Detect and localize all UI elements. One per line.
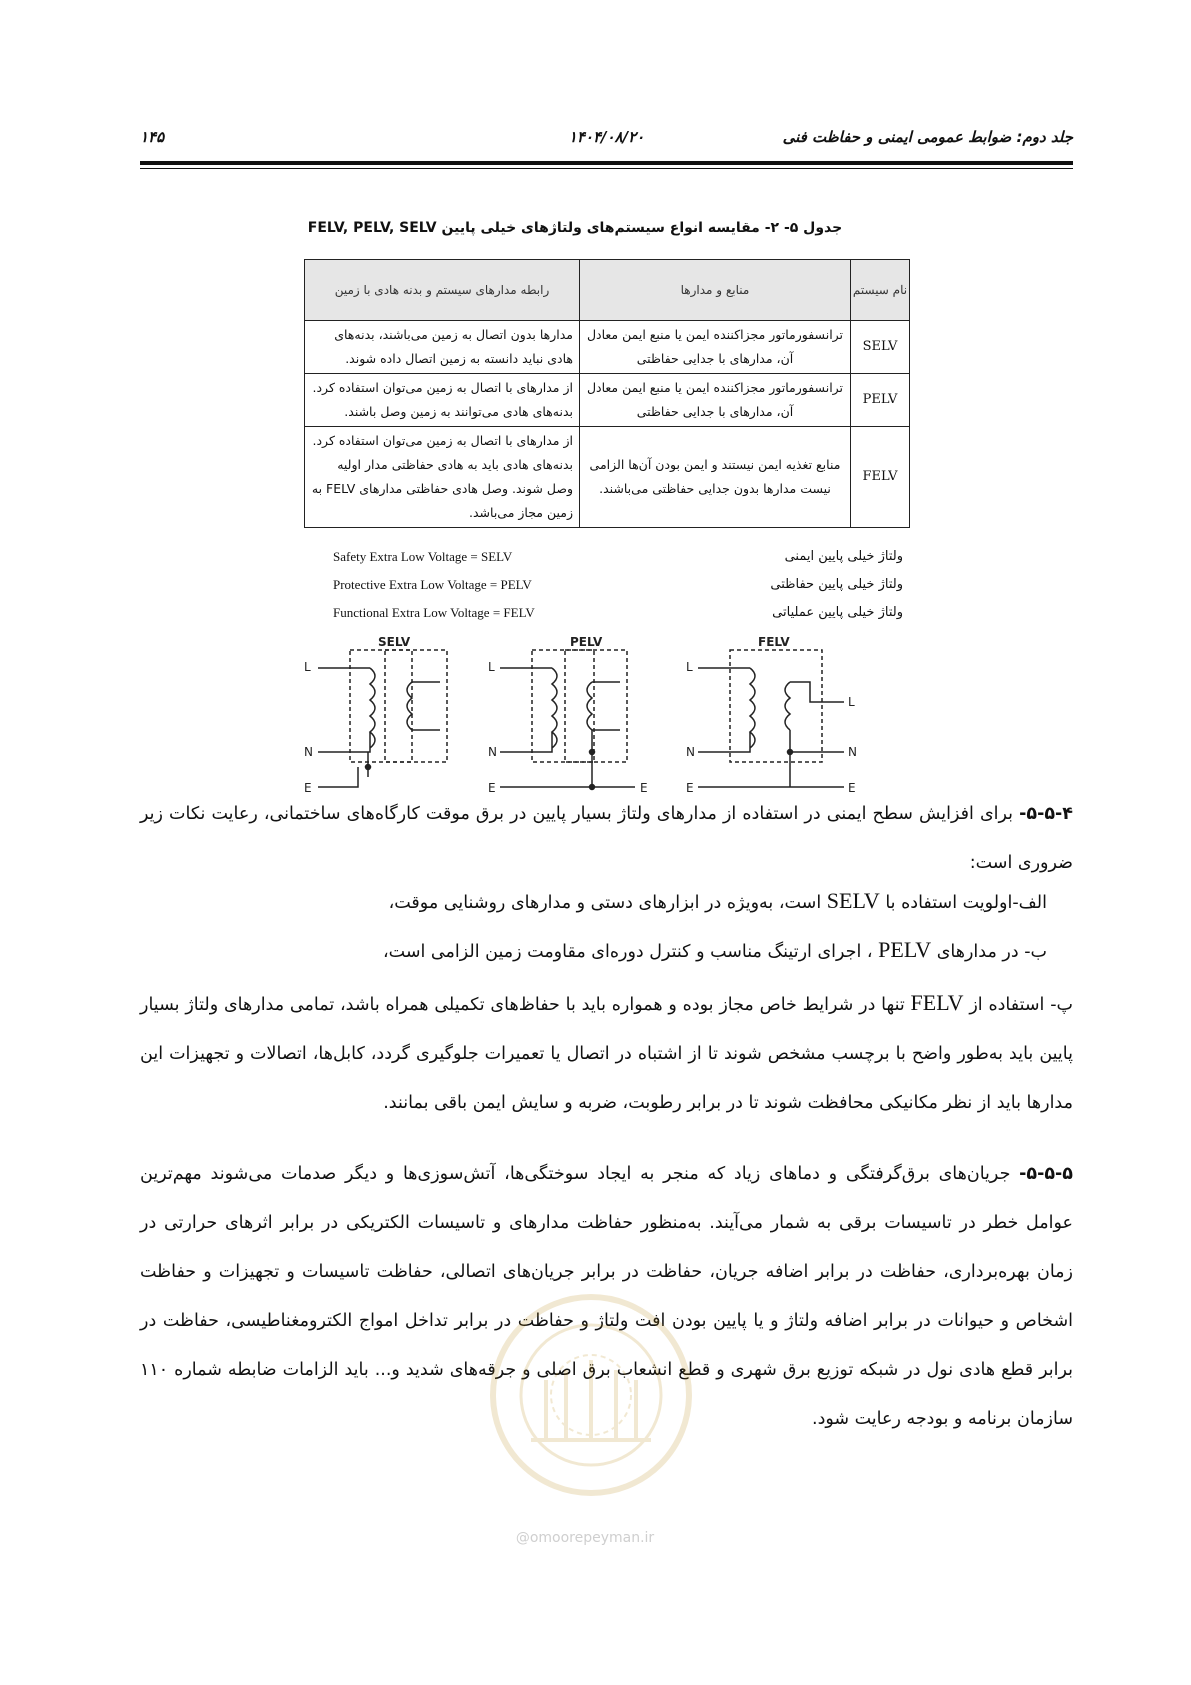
legend-fa-item: ولتاژ خیلی پایین عملیاتی — [772, 605, 903, 620]
table-caption: جدول ۵- ۲- مقایسه انواع سیستم‌های ولتاژهای خیلی پایین FELV, PELV, SELV — [307, 220, 843, 236]
row-relation: از مدارهای با اتصال به زمین می‌توان استفاده کرد. بدنه‌های هادی می‌توانند به زمین وصل باشند. — [305, 374, 580, 427]
header-relation: رابطه مدارهای سیستم و بدنه هادی با زمین — [305, 260, 580, 321]
table-header-row — [305, 260, 910, 321]
row-name: PELV — [851, 374, 910, 427]
header-rule-thick — [140, 161, 1073, 165]
item-a-text-post: است، به‌ویژه در ابزارهای دستی و مدارهای روشنایی موقت، — [388, 893, 822, 913]
label-l: L — [686, 660, 693, 674]
item-b-text-post: ، اجرای ارتینگ مناسب و کنترل دوره‌ای مقاومت زمین الزامی است، — [382, 942, 873, 962]
header-date: ۱۴۰۴/۰۸/۲۰ — [568, 128, 645, 146]
legend-persian — [770, 543, 903, 627]
item-c-term: FELV — [910, 990, 964, 1015]
section-number: ۵-۵-۴- — [1019, 804, 1073, 824]
list-item — [140, 978, 1073, 1128]
header-sources: منابع و مدارها — [580, 260, 851, 321]
label-n-right: N — [848, 745, 857, 759]
label-n: N — [304, 745, 313, 759]
row-sources: ترانسفورماتور مجزاکننده ایمن یا منبع ایمن معادل آن، مدارهای با جدایی حفاظتی — [580, 321, 851, 374]
section-5-5-4 — [140, 790, 1073, 888]
section-intro: برای افزایش سطح ایمنی در استفاده از مدارهای ولتاژ بسیار پایین در برق موقت کارگاه‌های ساختمانی، رعایت نکات زیر ضروری است: — [140, 804, 1073, 873]
row-name: SELV — [851, 321, 910, 374]
page-header — [140, 128, 1073, 160]
row-sources: منابع تغذیه ایمن نیستند و ایمن بودن آن‌ها الزامی نیست مدارها بدون جدایی حفاظتی می‌باشند. — [580, 427, 851, 528]
label-n: N — [488, 745, 497, 759]
label-e-right: E — [640, 781, 648, 795]
label-l: L — [488, 660, 495, 674]
row-relation: مدارها بدون اتصال به زمین می‌باشند، بدنه‌های هادی نباید دانسته به زمین اتصال داده شوند. — [305, 321, 580, 374]
list-item — [140, 925, 1073, 977]
felv-diagram — [686, 635, 857, 795]
diagram-title: FELV — [758, 635, 790, 649]
table-row — [305, 427, 910, 528]
item-b-term: PELV — [878, 937, 932, 962]
label-e: E — [488, 781, 496, 795]
item-b-text: ب- در مدارهای — [936, 942, 1047, 962]
label-n: N — [686, 745, 695, 759]
diagram-title: SELV — [378, 635, 411, 649]
row-sources: ترانسفورماتور مجزاکننده ایمن یا منبع ایمن معادل آن، مدارهای با جدایی حفاظتی — [580, 374, 851, 427]
header-rule-thin — [140, 168, 1073, 169]
item-c-text-post: تنها در شرایط خاص مجاز بوده و همواره باید با حفاظ‌های تکمیلی همراه باشد، تمامی مدارهای ولتاژ بسیار پایین باید به‌طور واضح با برچسب مشخص شوند تا از اشتباه در اتصال یا تعمیرات جلوگیری گردد، کابل‌ها، اتصالات و تجهیزات این مدارها باید از نظر مکانیکی محافظت شوند تا در برابر رطوبت، ضربه و سایش ایمن باقی بمانند. — [140, 995, 1073, 1113]
section-text: جریان‌های برق‌گرفتگی و دماهای زیاد که منجر به ایجاد سوختگی‌ها، آتش‌سوزی‌ها و دیگر صدمات می‌شوند مهم‌ترین عوامل خطر در تاسیسات برقی به شمار می‌آیند. به‌منظور حفاظت مدارهای و تاسیسات الکتریکی در برابر اثرهای حرارتی در زمان بهره‌برداری، حفاظت در برابر اضافه جریان، حفاظت در برابر جریان‌های اتصالی، حفاظت تاسیسات و تجهیزات و حفاظت اشخاص و حیوانات در برابر اضافه ولتاژ و یا پایین بودن افت ولتاژ و حفاظت در برابر تداخل امواج الکترومغناطیسی، حفاظت در برابر قطع هادی نول در شبکه توزیع برق شهری و قطع انشعاب برق اصلی و جرقه‌های شدید و... باید الزامات ضابطه شماره ۱۱۰ سازمان برنامه و بودجه رعایت شود. — [140, 1164, 1073, 1429]
header-title: جلد دوم: ضوابط عمومی ایمنی و حفاظت فنی — [782, 128, 1073, 146]
watermark-text: @omoorepeyman.ir — [515, 1530, 655, 1546]
legend-en-item: Functional Extra Low Voltage = FELV — [333, 605, 535, 620]
item-a-text: الف-اولویت استفاده با — [885, 893, 1047, 913]
label-e-right: E — [848, 781, 856, 795]
table-row — [305, 321, 910, 374]
low-voltage-diagrams — [300, 630, 920, 805]
legend-en-item: Protective Extra Low Voltage = PELV — [333, 577, 532, 592]
legend-en-item: Safety Extra Low Voltage = SELV — [333, 549, 513, 564]
item-c-text: پ- استفاده از — [969, 995, 1073, 1015]
item-a-term: SELV — [826, 888, 880, 913]
row-relation: از مدارهای با اتصال به زمین می‌توان استفاده کرد. بدنه‌های هادی باید به هادی حفاظتی مدار اولیه وصل شوند. وصل هادی حفاظتی مدارهای FELV به زمین مجاز می‌باشد. — [305, 427, 580, 528]
table-row — [305, 374, 910, 427]
row-name: FELV — [851, 427, 910, 528]
label-e: E — [304, 781, 312, 795]
section-number: ۵-۵-۵- — [1019, 1164, 1073, 1184]
header-name: نام سیستم — [851, 260, 910, 321]
diagram-title: PELV — [570, 635, 603, 649]
legend-fa-item: ولتاژ خیلی پایین ایمنی — [784, 549, 903, 564]
label-l: L — [304, 660, 311, 674]
comparison-table — [304, 259, 910, 528]
label-l-right: L — [848, 695, 855, 709]
legend-english — [333, 543, 535, 627]
list-item — [140, 876, 1073, 928]
label-e: E — [686, 781, 694, 795]
page-number: ۱۴۵ — [140, 128, 165, 146]
legend-fa-item: ولتاژ خیلی پایین حفاظتی — [770, 577, 903, 592]
pelv-diagram — [488, 635, 648, 795]
selv-diagram — [304, 635, 447, 795]
watermark-seal-icon — [486, 1290, 696, 1500]
